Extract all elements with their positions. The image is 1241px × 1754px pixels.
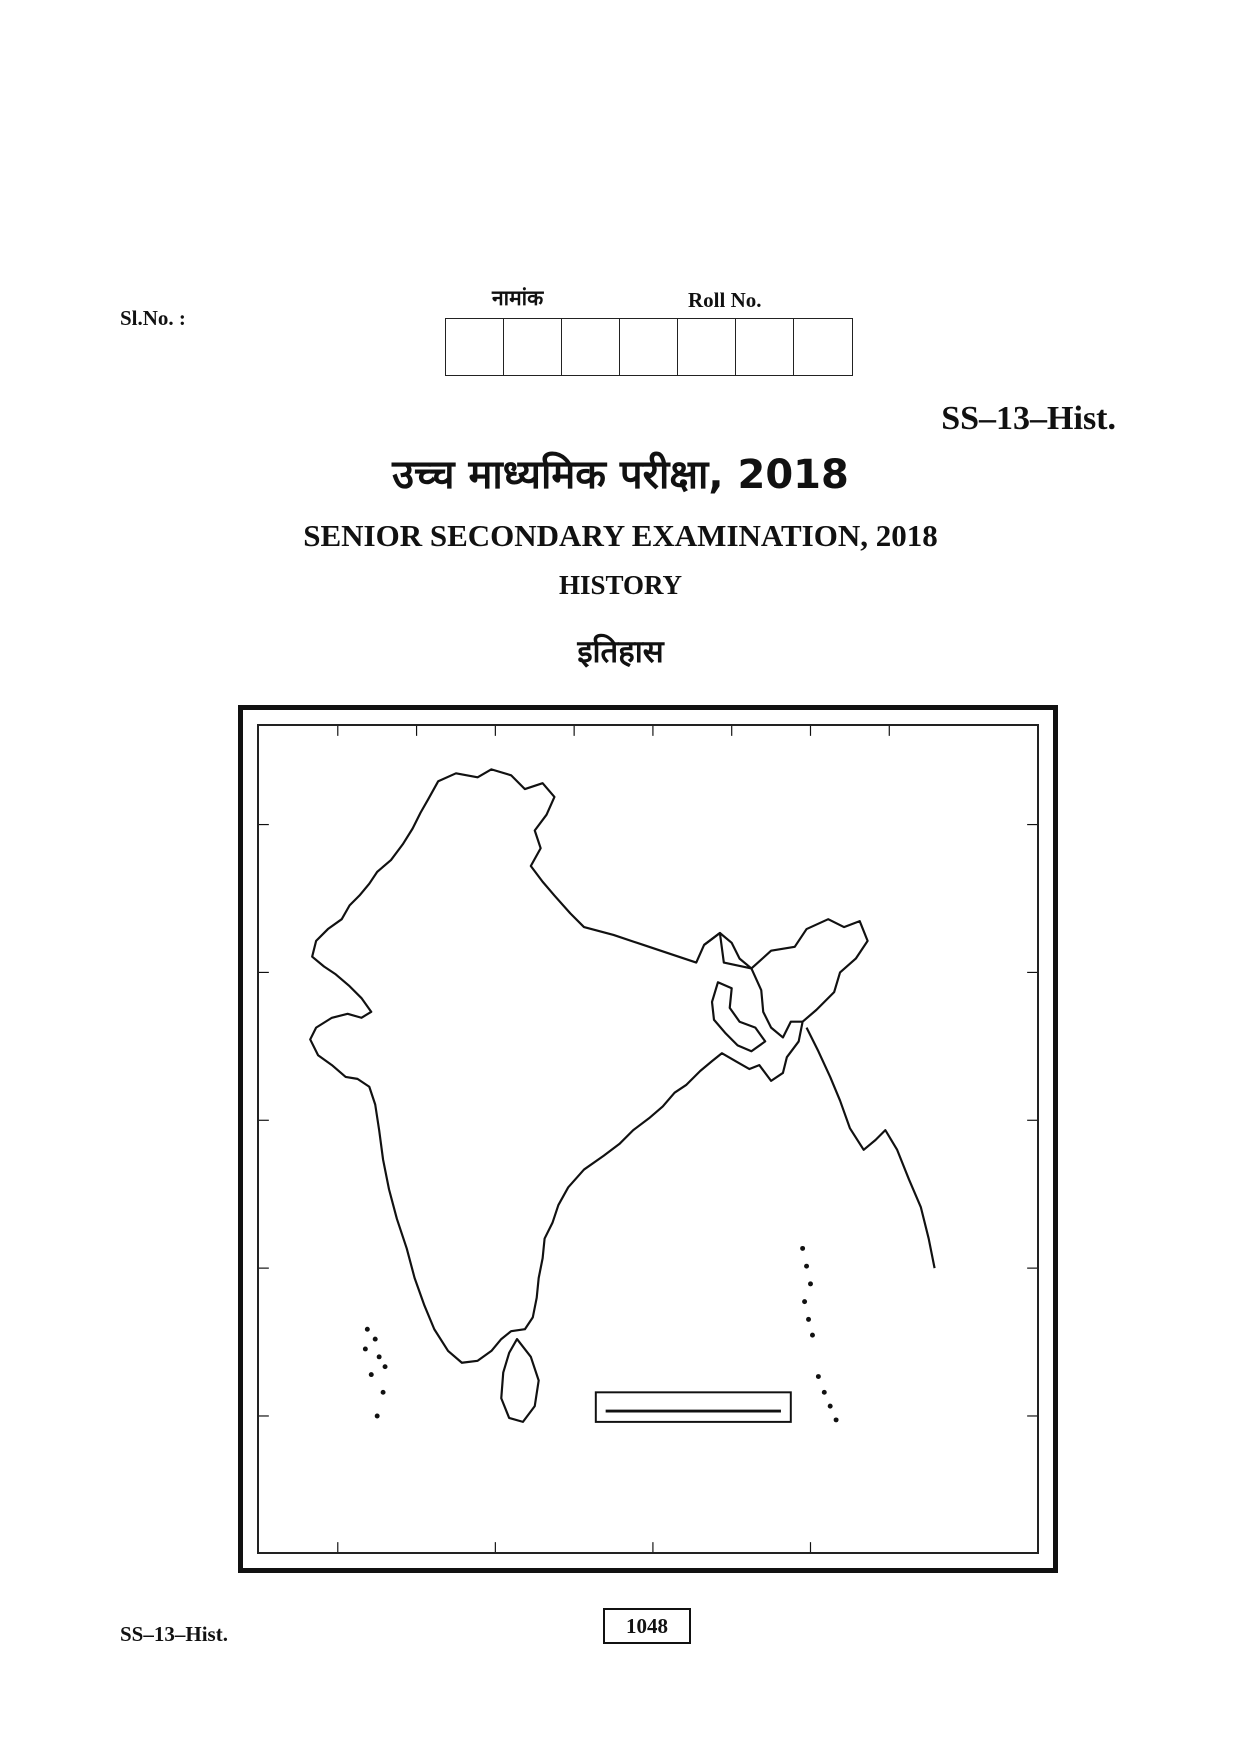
roll-digit-box[interactable] (794, 319, 852, 375)
india-mainland-outline (310, 769, 867, 1362)
roll-digit-box[interactable] (736, 319, 794, 375)
subject-title: HISTORY (558, 570, 683, 600)
india-map-icon (259, 726, 1037, 1552)
page-number: 1048 (603, 1608, 691, 1644)
subject-title-hindi: इतिहास (577, 634, 664, 670)
roll-number-label-hindi: नामांक (492, 286, 544, 310)
map-inner-border (257, 724, 1039, 1554)
roll-number-label: Roll No. (688, 288, 762, 312)
island-dots (363, 1246, 839, 1422)
paper-code: SS–13–Hist. (941, 400, 1116, 437)
scale-bar (596, 1392, 791, 1422)
india-outline-map (238, 705, 1058, 1573)
exam-title-hindi: उच्च माध्यमिक परीक्षा, 2018 (392, 452, 849, 498)
sri-lanka-outline (501, 1339, 538, 1422)
roll-digit-box[interactable] (446, 319, 504, 375)
roll-digit-box[interactable] (504, 319, 562, 375)
roll-number-boxes[interactable] (445, 318, 853, 376)
exam-title: SENIOR SECONDARY EXAMINATION, 2018 (303, 518, 938, 553)
footer-paper-code: SS–13–Hist. (120, 1622, 228, 1646)
roll-digit-box[interactable] (678, 319, 736, 375)
roll-digit-box[interactable] (562, 319, 620, 375)
graticule-ticks (259, 726, 1037, 1552)
roll-digit-box[interactable] (620, 319, 678, 375)
myanmar-coast-outline (807, 1028, 935, 1269)
serial-number-label: Sl.No. : (120, 306, 186, 330)
bangladesh-outline (712, 982, 765, 1051)
